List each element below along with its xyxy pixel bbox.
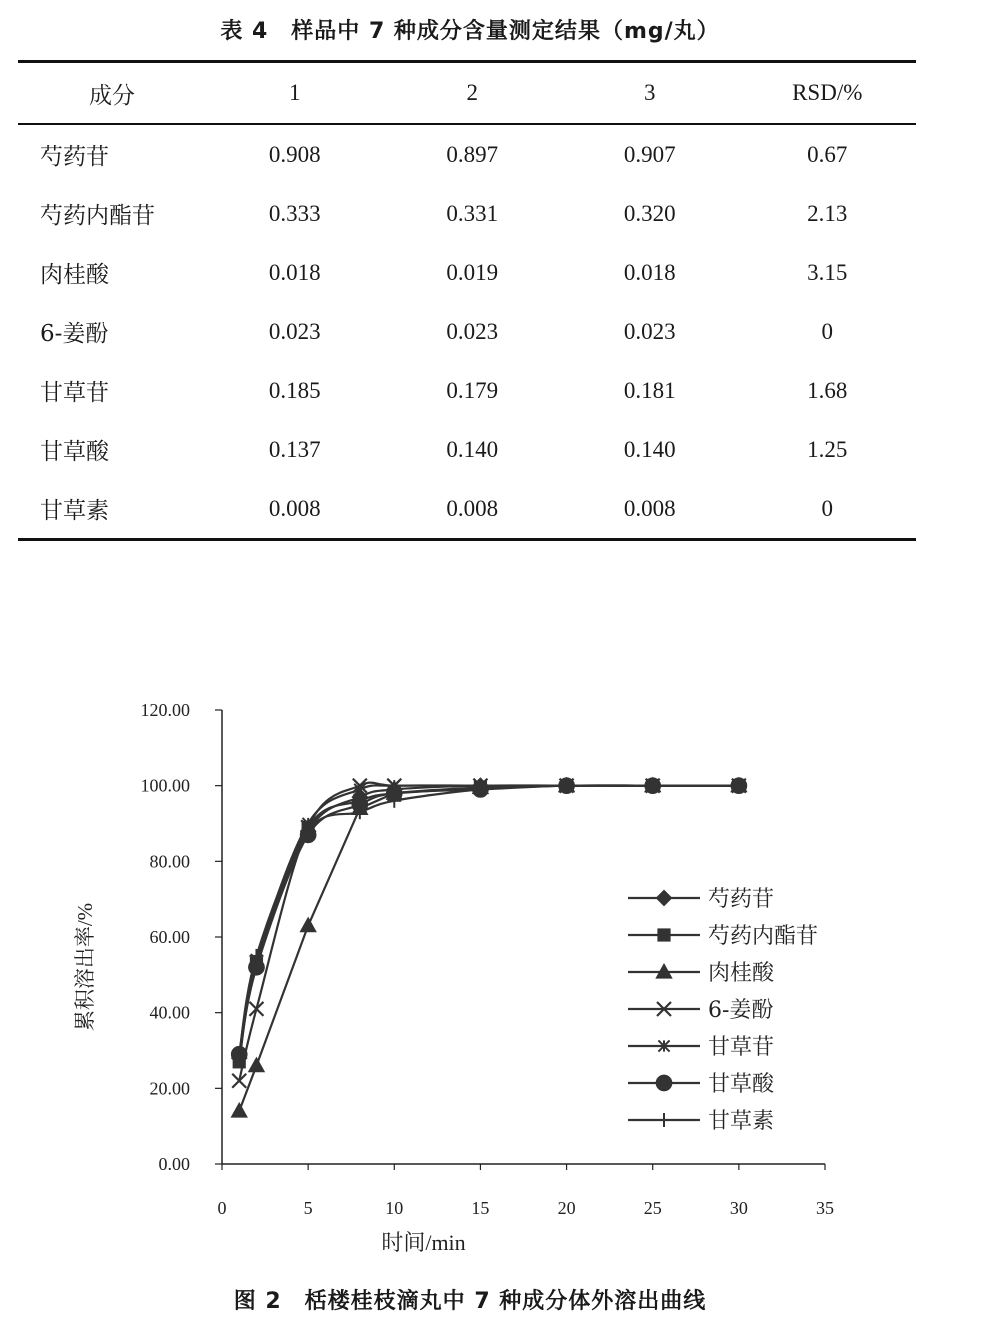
table-row [18, 479, 916, 540]
legend-label: 甘草酸 [708, 1072, 775, 1097]
cell-component: 芍药苷 [40, 144, 109, 170]
y-tick-label: 0.00 [158, 1154, 190, 1174]
dissolution-chart [0, 640, 984, 1280]
legend-label: 芍药内酯苷 [708, 924, 819, 949]
cell-component: 甘草素 [40, 498, 109, 524]
cell-component: 甘草酸 [40, 439, 109, 465]
cell-rsd: 0.67 [807, 141, 848, 167]
legend-label: 甘草素 [708, 1109, 775, 1134]
cell-rsd: 3.15 [807, 259, 848, 285]
cell-value: 0.185 [268, 377, 321, 403]
cell-value: 0.018 [268, 259, 321, 285]
cell-value: 0.023 [623, 318, 676, 344]
cell-value: 0.019 [446, 259, 499, 285]
legend-marker-diamond [657, 891, 671, 905]
cell-value: 0.907 [623, 141, 676, 167]
header-sample-3: 3 [643, 80, 656, 105]
cell-component: 6-姜酚 [40, 321, 109, 347]
cell-value: 0.018 [623, 259, 676, 285]
legend-label: 芍药苷 [708, 887, 775, 912]
chart-svg [0, 640, 984, 1280]
table-row [18, 124, 916, 184]
y-tick-label: 40.00 [149, 1002, 190, 1023]
table-title: 表 4 样品中 7 种成分含量测定结果（mg/丸） [220, 19, 720, 44]
x-axis-label: 时间/min [381, 1230, 466, 1255]
cell-value: 0.023 [446, 318, 499, 344]
data-point-x [249, 1002, 263, 1016]
cell-value: 0.008 [268, 495, 321, 521]
cell-value: 0.320 [623, 200, 676, 226]
y-tick-label: 60.00 [149, 927, 190, 947]
legend-label: 甘草苷 [708, 1035, 775, 1060]
x-tick-label: 10 [385, 1198, 404, 1218]
cell-value: 0.008 [446, 495, 499, 521]
cell-value: 0.331 [446, 200, 499, 226]
x-tick-label: 15 [471, 1198, 490, 1218]
cell-rsd: 2.13 [807, 200, 848, 226]
y-axis-label: 累积溶出率/% [73, 902, 97, 1032]
table-row [18, 420, 916, 479]
legend-marker-plus [657, 1113, 671, 1127]
y-tick-label: 20.00 [149, 1078, 190, 1099]
cell-value: 0.181 [623, 377, 676, 403]
cell-component: 肉桂酸 [40, 262, 109, 288]
legend-marker-square [658, 929, 669, 940]
table-row [18, 243, 916, 302]
legend-label: 肉桂酸 [708, 961, 775, 986]
legend-label: 6-姜酚 [708, 998, 774, 1023]
cell-value: 0.008 [623, 495, 676, 521]
x-tick-label: 20 [557, 1198, 576, 1218]
header-rsd: RSD/% [792, 80, 863, 105]
table-header-row [18, 62, 916, 125]
x-tick-label: 5 [303, 1198, 313, 1218]
header-component: 成分 [88, 82, 135, 109]
table-row [18, 361, 916, 420]
cell-rsd: 0 [821, 318, 833, 344]
cell-value: 0.908 [268, 141, 321, 167]
x-tick-label: 35 [816, 1198, 834, 1218]
header-sample-2: 2 [466, 80, 478, 105]
legend-marker-circle [657, 1076, 672, 1091]
cell-value: 0.179 [446, 377, 499, 403]
cell-value: 0.333 [268, 200, 321, 226]
cell-rsd: 1.25 [807, 436, 848, 462]
table-row [18, 184, 916, 243]
cell-rsd: 1.68 [807, 377, 848, 403]
y-tick-label: 80.00 [149, 851, 190, 872]
x-tick-label: 30 [729, 1198, 748, 1218]
y-tick-label: 120.00 [140, 700, 190, 720]
cell-value: 0.137 [268, 436, 321, 462]
header-sample-1: 1 [288, 80, 301, 105]
figure-caption: 图 2 栝楼桂枝滴丸中 7 种成分体外溶出曲线 [233, 1289, 707, 1314]
cell-value: 0.023 [268, 318, 321, 344]
x-tick-label: 25 [643, 1198, 662, 1218]
cell-rsd: 0 [821, 495, 833, 521]
table-row [18, 302, 916, 361]
cell-value: 0.140 [446, 436, 499, 462]
content-table [18, 60, 916, 541]
data-point-triangle [301, 919, 315, 932]
cell-component: 芍药内酯苷 [40, 203, 155, 229]
cell-value: 0.140 [623, 436, 676, 462]
y-tick-label: 100.00 [140, 775, 190, 796]
cell-component: 甘草苷 [40, 380, 109, 406]
x-tick-label: 0 [217, 1198, 227, 1218]
data-point-triangle [249, 1059, 263, 1072]
cell-value: 0.897 [446, 141, 499, 167]
data-point-triangle [232, 1104, 246, 1117]
series-line-circle [239, 785, 739, 1054]
